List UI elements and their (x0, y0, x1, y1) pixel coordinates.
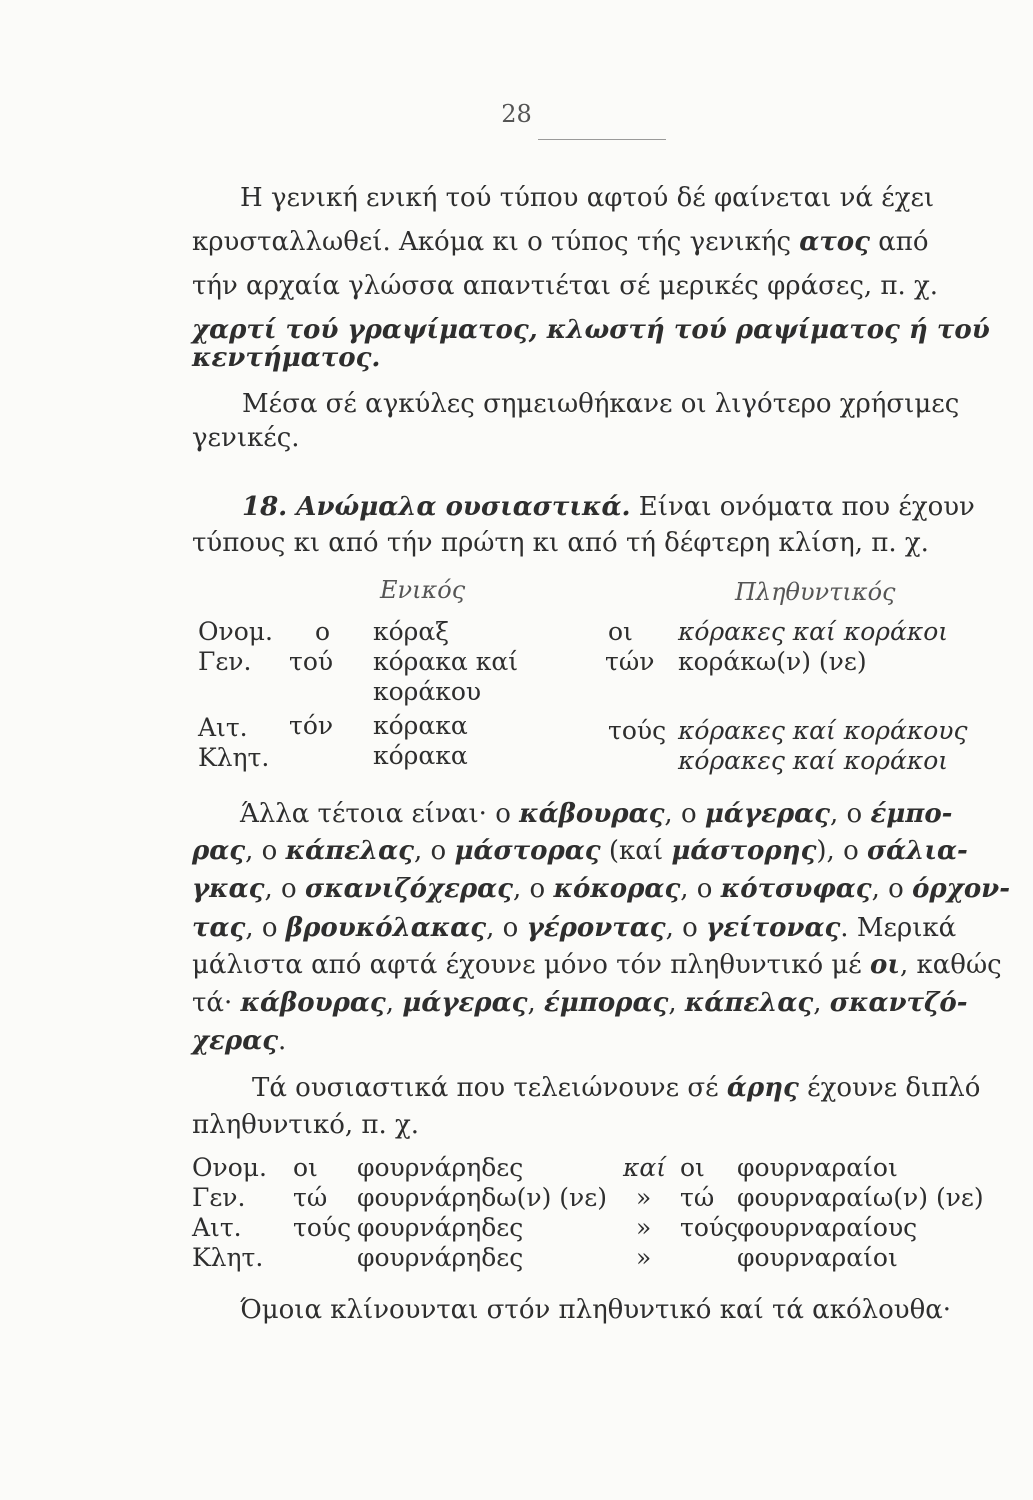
plural-form: φουρνάρηδες (357, 1213, 524, 1242)
plural-form: κόρακες καί κοράκοι (678, 746, 949, 775)
para1-line5: κεντήματος. (192, 343, 381, 373)
text: , ο (245, 913, 286, 943)
text: από (869, 227, 929, 257)
word: έμπορας (543, 988, 669, 1018)
text: , ο (264, 874, 305, 904)
word: ρας (192, 836, 246, 866)
text: , ο (486, 913, 527, 943)
text: , ο (664, 799, 705, 829)
word: όρχον- (912, 874, 1010, 904)
article: τούς (680, 1213, 739, 1242)
word: κάπελας (285, 836, 414, 866)
para3-line1 (242, 492, 975, 522)
text: Είναι ονόματα που έχουν (630, 492, 975, 522)
word: κάπελας (684, 988, 814, 1018)
article: ο (315, 617, 331, 646)
para3-line2: τύπους κι από τήν πρώτη κι από τή δέφτερη κλίση, π. χ. (192, 528, 929, 558)
text: , (385, 988, 403, 1018)
text: , ο (414, 836, 455, 866)
article: τώ (293, 1183, 328, 1212)
ditto-mark: » (636, 1213, 652, 1242)
word: οι (870, 950, 900, 980)
para2-line2: γενικές. (192, 423, 300, 453)
plural-form: φουρναραίοι (737, 1243, 898, 1272)
word: χερας (192, 1026, 279, 1056)
word: γέροντας (526, 913, 666, 943)
case-label: Γεν. (198, 647, 252, 676)
ditto-mark: » (636, 1183, 652, 1212)
para1-line2 (192, 227, 929, 257)
text: μάλιστα από αφτά έχουνε μόνο τόν πληθυντικό μέ (192, 950, 871, 980)
para4-line5 (192, 950, 1002, 980)
text: , ο (871, 874, 913, 904)
singular-form: κοράκου (373, 677, 482, 706)
ditto-mark: » (636, 1243, 652, 1272)
para4-line3 (192, 874, 1010, 904)
word: σκαντζό- (829, 988, 968, 1018)
word: κότσυφας (720, 874, 872, 904)
text: , ο (245, 836, 286, 866)
section-heading: 18. Ανώμαλα ουσιαστικά. (242, 492, 631, 522)
text: τά· (192, 988, 241, 1018)
para4-line2 (192, 836, 968, 866)
para4-line1 (240, 799, 952, 829)
para1-line3: τήν αρχαία γλώσσα απαντιέται σέ μερικές φράσες, π. χ. (192, 271, 939, 301)
article: οι (680, 1153, 705, 1182)
word: τας (192, 913, 246, 943)
plural-form: φουρναραίους (737, 1213, 918, 1242)
word: σάλια- (867, 836, 968, 866)
text: ), ο (816, 836, 867, 866)
para5-line1 (252, 1073, 980, 1103)
plural-form: κοράκω(ν) (νε) (678, 647, 867, 676)
text: (καί (600, 836, 672, 866)
plural-article: οι (608, 617, 633, 646)
word: γείτονας (706, 913, 841, 943)
article: τούς (293, 1213, 352, 1242)
plural-article: τούς (608, 716, 667, 745)
plural-form: φουρνάρηδες (357, 1153, 524, 1182)
para5-line2: πληθυντικό, π. χ. (192, 1110, 420, 1140)
singular-form: κόραξ (373, 617, 450, 646)
singular-header: Ενικός (380, 576, 466, 604)
text: , (813, 988, 830, 1018)
singular-form: κόρακα καί (373, 647, 519, 676)
article: τού (289, 647, 334, 676)
text: Άλλα τέτοια είναι· ο (240, 799, 520, 829)
para6-line1: Όμοια κλίνουνται στόν πληθυντικό καί τά ακόλουθα· (240, 1295, 952, 1325)
article: τόν (289, 711, 334, 740)
word: μάστορας (454, 836, 601, 866)
case-label: Κλητ. (198, 743, 270, 772)
text: , καθώς (899, 950, 1002, 980)
case-label: Κλητ. (192, 1243, 264, 1272)
text: . (278, 1026, 287, 1056)
text: κρυσταλλωθεί. Ακόμα κι ο τύπος τής γενικής (192, 227, 800, 257)
word: σκανιζόχερας (304, 874, 514, 904)
text: , ο (665, 913, 707, 943)
word: κάβουρας (519, 799, 665, 829)
plural-header: Πληθυντικός (735, 578, 896, 606)
plural-form: κόρακες καί κοράκους (678, 716, 968, 745)
word: μάγερας (704, 799, 831, 829)
word: μάγερας (402, 988, 528, 1018)
text: , ο (680, 874, 721, 904)
case-label: Αιτ. (192, 1213, 242, 1242)
para2-line1: Μέσα σέ αγκύλες σημειωθήκανε οι λιγότερο χρήσιμες (242, 389, 960, 419)
plural-form: φουρναραίοι (737, 1153, 898, 1182)
case-label: Γεν. (192, 1183, 246, 1212)
text: Τά ουσιαστικά που τελειώνουνε σέ (252, 1073, 727, 1103)
singular-form: κόρακα (373, 711, 468, 740)
case-label: Ονομ. (198, 617, 273, 646)
header-rule (538, 139, 666, 140)
plural-form: φουρνάρηδω(ν) (νε) (357, 1183, 607, 1212)
article: οι (293, 1153, 318, 1182)
word: βρουκόλακας (285, 913, 487, 943)
singular-form: κόρακα (373, 741, 468, 770)
word: γκας (192, 874, 265, 904)
para4-line6 (192, 988, 968, 1018)
text: , ο (830, 799, 871, 829)
plural-form: κόρακες καί κοράκοι (678, 617, 949, 646)
text: . Μερικά (840, 913, 957, 943)
text: , (527, 988, 544, 1018)
plural-form: φουρνάρηδες (357, 1243, 524, 1272)
case-label: Αιτ. (198, 713, 248, 742)
ending: ατος (799, 227, 870, 257)
plural-form: φουρναραίω(ν) (νε) (737, 1183, 984, 1212)
para4-line7 (192, 1026, 286, 1056)
case-label: Ονομ. (192, 1153, 267, 1182)
article: τώ (680, 1183, 715, 1212)
conjunction: καί (623, 1153, 667, 1182)
page-number: 28 (501, 100, 532, 128)
word: μάστορης (671, 836, 817, 866)
plural-article: τών (605, 647, 655, 676)
word: έμπο- (870, 799, 953, 829)
text: έχουνε διπλό (798, 1073, 981, 1103)
para4-line4 (192, 913, 956, 943)
text: , ο (513, 874, 554, 904)
text: , (668, 988, 685, 1018)
word: κόκορας (553, 874, 681, 904)
para1-line4: χαρτί τού γραψίματος, κλωστή τού ραψίματος ή τού (192, 315, 990, 345)
word: κάβουρας (240, 988, 386, 1018)
ending: άρης (726, 1073, 799, 1103)
para1-line1: Η γενική ενική τού τύπου αφτού δέ φαίνεται νά έχει (240, 183, 935, 213)
